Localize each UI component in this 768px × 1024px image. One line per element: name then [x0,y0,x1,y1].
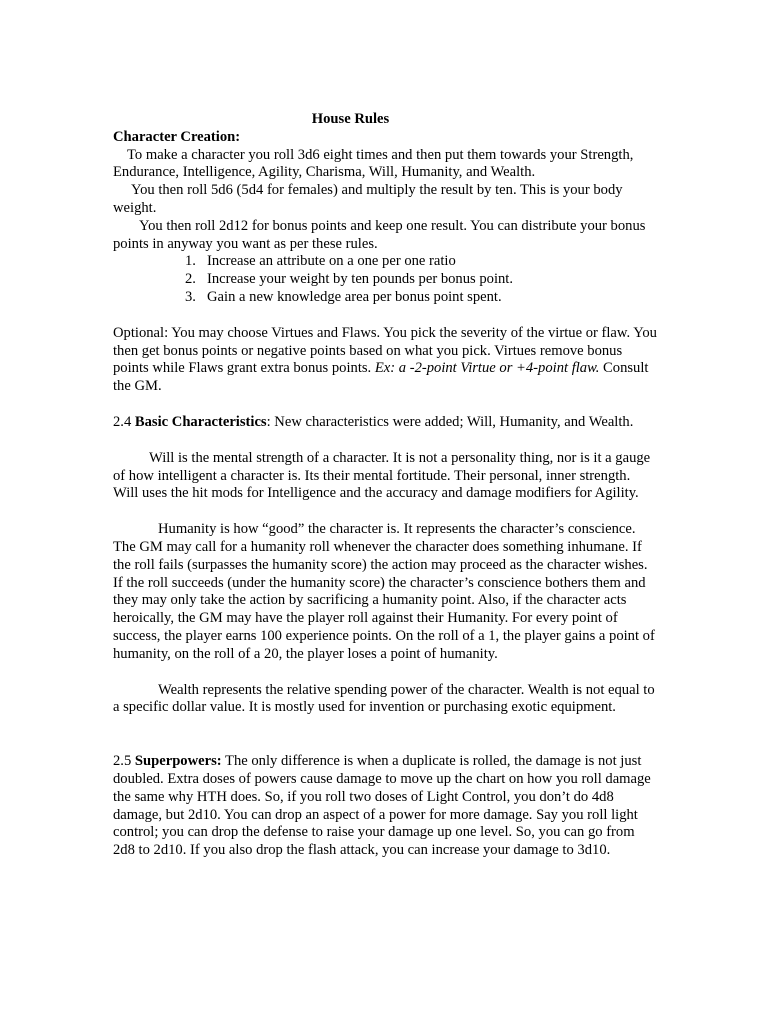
will-paragraph: Will is the mental strength of a character. It is not a personality thing, nor is it a gauge of how intelligent a character is. Its their mental fortitude. Their personal, inner strength. Will uses the hit mods for Intelligence and the accuracy and damage modifiers for Agility. [113,449,651,502]
optional-virtues-flaws-paragraph: Optional: You may choose Virtues and Flaws. You pick the severity of the virtue or flaw. You then get bonus points or negative points based on what you pick. Virtues remove bonus points while Flaws grant extra bonus points. Ex: a -2-point Virtue or +4-point flaw. Consult the GM. [113,324,657,395]
superpowers-heading: Superpowers: [134,753,222,770]
character-creation-heading: Character Creation: [113,128,241,145]
basic-characteristics-paragraph: 2.4 Basic Characteristics: New characteristics were added; Will, Humanity, and Wealth. [113,413,634,430]
character-creation-para-2: You then roll 5d6 (5d4 for females) and multiply the result by ten. This is your body weight. [113,182,623,216]
list-item: 2. Increase your weight by ten pounds per bonus point. [185,271,513,288]
basic-characteristics-heading: Basic Characteristics [134,413,267,430]
list-item: 1. Increase an attribute on a one per one ratio [185,253,456,270]
wealth-paragraph: Wealth represents the relative spending power of the character. Wealth is not equal to a specific dollar value. It is mostly used for invention or purchasing exotic equipment. [113,681,655,716]
humanity-paragraph: Humanity is how “good” the character is. It represents the character’s conscience. The GM may call for a humanity roll whenever the character does something inhumane. If the roll fails (surpasses the humanity score) the action may proceed as the character wishes. If the roll succeeds (under the humanity score) the character’s conscience bothers them and they may only take the action by sacrificing a humanity point. Also, if the character acts heroically, the GM may have the player roll against their Humanity. For every point of success, the player earns 100 experience points. On the roll of a 1, the player gains a point of humanity, on the roll of a 20, the player loses a point of humanity. [113,521,655,662]
optional-example: Ex: a -2-point Virtue or +4-point flaw. [374,360,600,377]
character-creation-para-1: To make a character you roll 3d6 eight times and then put them towards your Strength, Endurance, Intelligence, Agility, Charisma, Will, Humanity, and Wealth. [113,146,634,181]
document-title: House Rules [311,111,390,127]
list-item: 3. Gain a new knowledge area per bonus point spent. [185,288,502,305]
document-body [113,111,658,860]
bonus-points-list [113,253,658,306]
superpowers-paragraph: 2.5 Superpowers: The only difference is when a duplicate is rolled, the damage is not just doubled. Extra doses of powers cause damage to move up the chart on how you roll damage the same why HTH does. So, if you roll two doses of Light Control, you don’t do 4d8 damage, but 2d10. You can drop an aspect of a power for more damage. Say you roll light control; you can drop the defense to raise your damage up one level. So, you can go from 2d8 to 2d10. If you also drop the flash attack, you can increase your damage to 3d10. [113,753,651,859]
character-creation-para-3: You then roll 2d12 for bonus points and keep one result. You can distribute your bonus points in anyway you want as per these rules. [113,217,646,252]
